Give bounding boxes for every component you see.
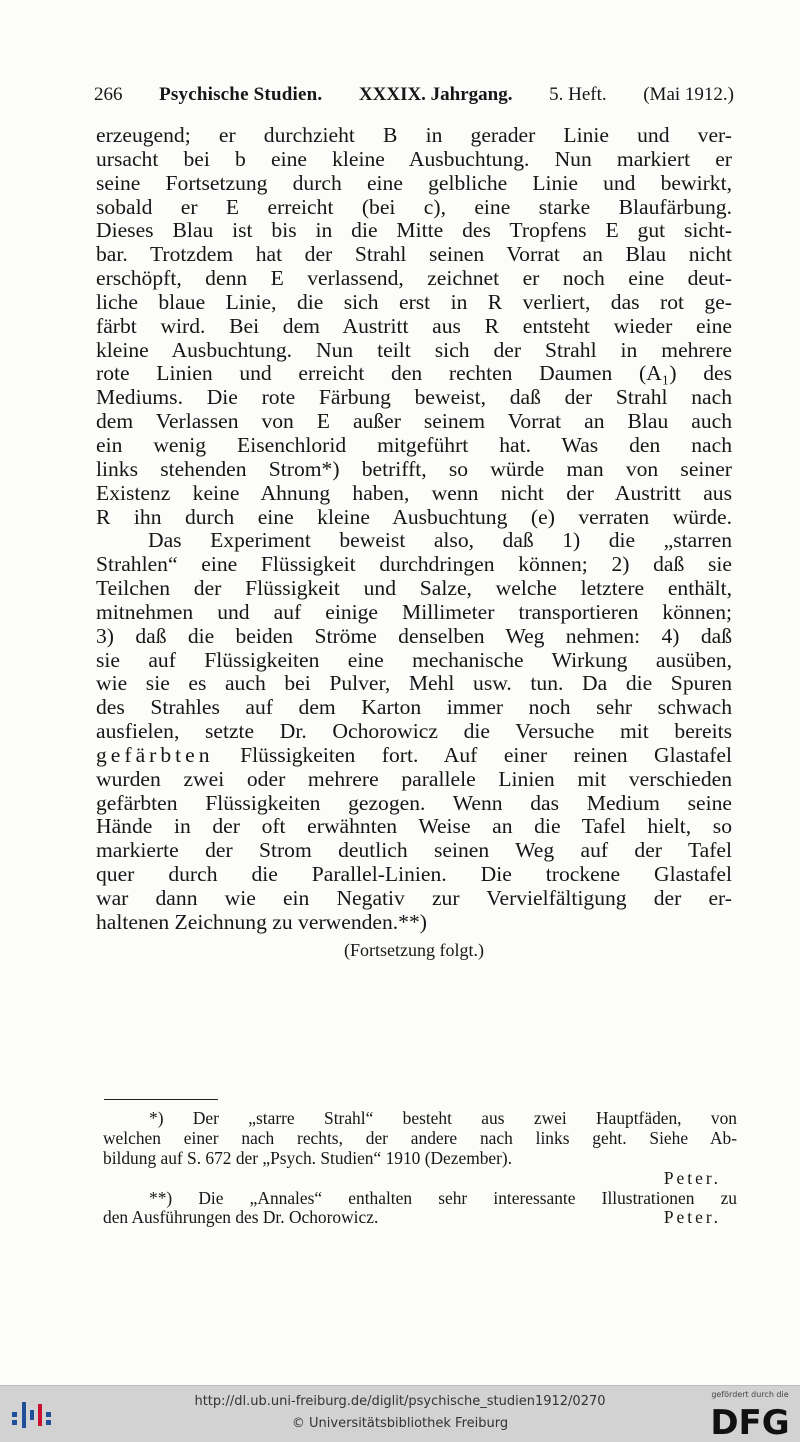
footnote-line: *) Der „starre Strahl“ besteht aus zwei Hauptfäden, von	[149, 1109, 737, 1128]
permalink-url[interactable]: http://dl.ub.uni-freiburg.de/diglit/psychische_studien1912/0270	[194, 1394, 606, 1409]
text-line: kleine Ausbuchtung. Nun teilt sich der Strahl in mehrere	[96, 338, 732, 362]
viewer-footer	[0, 1385, 800, 1442]
text-line: sie auf Flüssigkeiten eine mechanische Wirkung ausüben,	[96, 648, 732, 672]
text-line: erzeugend; er durchzieht B in gerader Linie und ver-	[96, 124, 732, 147]
footnote-last-text: den Ausführungen des Dr. Ochorowicz.	[103, 1208, 379, 1228]
dfg-caption: gefördert durch die	[711, 1390, 789, 1399]
text-line: Hände in der oft erwähnten Weise an die Tafel hielt, so	[96, 815, 732, 839]
text-line: sobald er E erreicht (bei c), eine starke Blaufärbung.	[96, 195, 732, 219]
footnote-line: **) Die „Annales“ enthalten sehr interessante Illustrationen zu	[149, 1188, 737, 1208]
body-text	[96, 124, 732, 963]
copyright-notice: © Universitätsbibliothek Freiburg	[291, 1416, 509, 1431]
footnotes	[103, 1109, 737, 1228]
text-line: gefärbten Flüssigkeiten gezogen. Wenn das Medium seine	[96, 791, 732, 815]
dfg-logo-icon	[706, 1402, 794, 1438]
footnote-divider	[104, 1099, 218, 1100]
text-line: R ihn durch eine kleine Ausbuchtung (e) verraten würde.	[96, 505, 732, 529]
issue-label: 5. Heft.	[549, 84, 607, 105]
text-line: 3) daß die beiden Ströme denselben Weg nehmen: 4) daß	[96, 624, 732, 648]
footnote-line: welchen einer nach rechts, der andere nach links geht. Siehe Ab-	[103, 1128, 737, 1148]
footnote-signature: Peter.	[663, 1208, 721, 1228]
dfg-logo-text: DFG	[710, 1403, 790, 1438]
text-line: ausfielen, setzte Dr. Ochorowicz die Versuche mit bereits	[96, 720, 732, 744]
text-line: Dieses Blau ist bis in die Mitte des Tropfens E gut sicht-	[96, 219, 732, 243]
line-rest: Flüssigkeiten fort. Auf einer reinen Glastafel	[240, 743, 732, 767]
footnote-signature: Peter.	[663, 1168, 721, 1188]
text-line: quer durch die Parallel-Linien. Die trockene Glastafel	[96, 863, 732, 887]
text-line: rote Linien und erreicht den rechten Daumen (A₁) des	[96, 362, 732, 386]
running-head	[94, 84, 734, 106]
text-line: liche blaue Linie, die sich erst in R verliert, das rot ge-	[96, 290, 732, 314]
ub-freiburg-logo-icon	[8, 1398, 56, 1432]
text-line: haltenen Zeichnung zu verwenden.**)	[96, 910, 427, 934]
text-line: Das Experiment beweist also, daß 1) die „starren	[148, 529, 732, 553]
text-line: wurden zwei oder mehrere parallele Linien mit verschieden	[96, 767, 732, 791]
text-line: links stehenden Strom*) betrifft, so würde man von seiner	[96, 457, 732, 481]
issue-date: (Mai 1912.)	[643, 84, 734, 105]
text-line: war dann wie ein Negativ zur Vervielfältigung der er-	[96, 887, 732, 910]
text-line: markierte der Strom deutlich seinen Weg auf der Tafel	[96, 839, 732, 863]
dfg-logo	[704, 1388, 796, 1440]
page-number: 266	[94, 84, 123, 105]
text-line: ursacht bei b eine kleine Ausbuchtung. Nun markiert er	[96, 147, 732, 171]
footnote-line: bildung auf S. 672 der „Psych. Studien“ 1910 (Dezember).	[103, 1148, 513, 1168]
spaced-emphasis: gefärbten	[96, 743, 214, 767]
text-line: mitnehmen und auf einige Millimeter transportieren können;	[96, 600, 732, 624]
text-line	[96, 744, 732, 768]
text-line: färbt wird. Bei dem Austritt aus R entsteht wieder eine	[96, 314, 732, 338]
continued-note: (Fortsetzung folgt.)	[344, 939, 484, 960]
text-line: seine Fortsetzung durch eine gelbliche Linie und bewirkt,	[96, 171, 732, 195]
text-line: ein wenig Eisenchlorid mitgeführt hat. Was den nach	[96, 433, 732, 457]
text-line: Existenz keine Ahnung haben, wenn nicht der Austritt aus	[96, 481, 732, 505]
text-line: wie sie es auch bei Pulver, Mehl usw. tun. Da die Spuren	[96, 672, 732, 696]
text-line: Strahlen“ eine Flüssigkeit durchdringen können; 2) daß sie	[96, 553, 732, 577]
journal-title: Psychische Studien.	[159, 84, 323, 105]
footnote-line	[103, 1208, 737, 1228]
text-line: Teilchen der Flüssigkeit und Salze, welche letztere enthält,	[96, 577, 732, 601]
text-line: Mediums. Die rote Färbung beweist, daß der Strahl nach	[96, 386, 732, 410]
text-line: dem Verlassen von E außer seinem Vorrat an Blau auch	[96, 410, 732, 434]
text-line: bar. Trotzdem hat der Strahl seinen Vorrat an Blau nicht	[96, 243, 732, 267]
volume-label: XXXIX. Jahrgang.	[358, 84, 513, 105]
text-line: des Strahles auf dem Karton immer noch sehr schwach	[96, 696, 732, 720]
text-line: erschöpft, denn E verlassend, zeichnet er noch eine deut-	[96, 267, 732, 291]
